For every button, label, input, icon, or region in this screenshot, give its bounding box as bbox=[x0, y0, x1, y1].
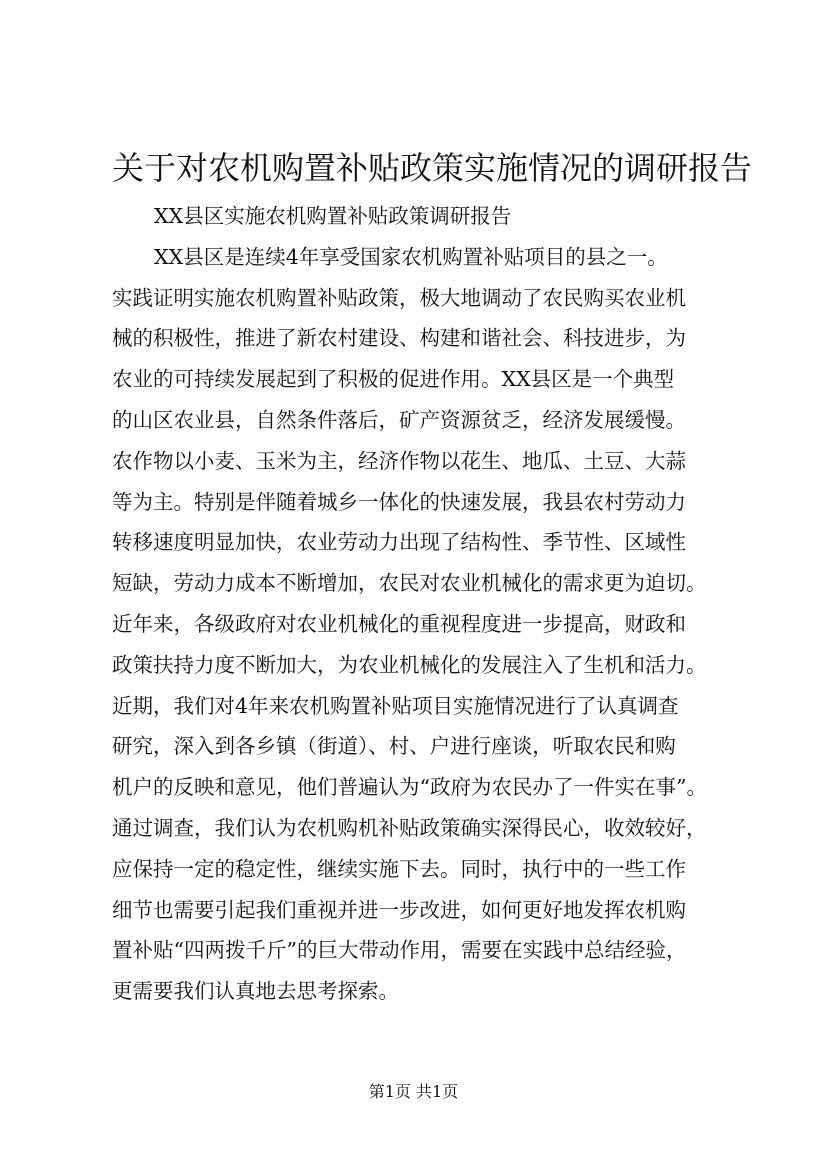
paragraph-line: 机户的反映和意见，他们普遍认为“政府为农民办了一件实在事”。 bbox=[112, 775, 707, 800]
paragraph-line: 更需要我们认真地去思考探索。 bbox=[112, 979, 399, 1004]
paragraph-line: XX县区是连续4年享受国家农机购置补贴项目的县之一。 bbox=[154, 244, 668, 269]
paragraph-line: 置补贴“四两拨千斤”的巨大带动作用，需要在实践中总结经验， bbox=[112, 938, 687, 963]
paragraph-line: 械的积极性，推进了新农村建设、构建和谐社会、科技进步，为 bbox=[112, 326, 686, 351]
subtitle-line: XX县区实施农机购置补贴政策调研报告 bbox=[154, 204, 512, 228]
paragraph-line: 近期，我们对4年来农机购置补贴项目实施情况进行了认真调查 bbox=[112, 693, 679, 718]
paragraph-line: 短缺，劳动力成本不断增加，农民对农业机械化的需求更为迫切。 bbox=[112, 571, 707, 596]
paragraph-line: 的山区农业县，自然条件落后，矿产资源贫乏，经济发展缓慢。 bbox=[112, 407, 686, 432]
paragraph-line: 近年来，各级政府对农业机械化的重视程度进一步提高，财政和 bbox=[112, 611, 686, 636]
paragraph-line: 通过调查，我们认为农机购机补贴政策确实深得民心，收效较好， bbox=[112, 815, 707, 840]
document-title: 关于对农机购置补贴政策实施情况的调研报告 bbox=[112, 149, 753, 187]
paragraph-line: 细节也需要引起我们重视并进一步改进，如何更好地发挥农机购 bbox=[112, 897, 686, 922]
paragraph-line: 应保持一定的稳定性，继续实施下去。同时，执行中的一些工作 bbox=[112, 856, 686, 881]
page-number-footer: 第1页 共1页 bbox=[368, 1082, 459, 1101]
paragraph-line: 等为主。特别是伴随着城乡一体化的快速发展，我县农村劳动力 bbox=[112, 489, 686, 514]
paragraph-line: 实践证明实施农机购置补贴政策，极大地调动了农民购买农业机 bbox=[112, 285, 686, 310]
paragraph-line: 农作物以小麦、玉米为主，经济作物以花生、地瓜、土豆、大蒜 bbox=[112, 448, 686, 473]
paragraph-line: 转移速度明显加快，农业劳动力出现了结构性、季节性、区域性 bbox=[112, 530, 686, 555]
paragraph-line: 农业的可持续发展起到了积极的促进作用。XX县区是一个典型 bbox=[112, 367, 675, 392]
paragraph-line: 政策扶持力度不断加大，为农业机械化的发展注入了生机和活力。 bbox=[112, 652, 707, 677]
paragraph-line: 研究，深入到各乡镇（街道）、村、户进行座谈，听取农民和购 bbox=[112, 734, 676, 759]
document-body bbox=[112, 196, 742, 1012]
